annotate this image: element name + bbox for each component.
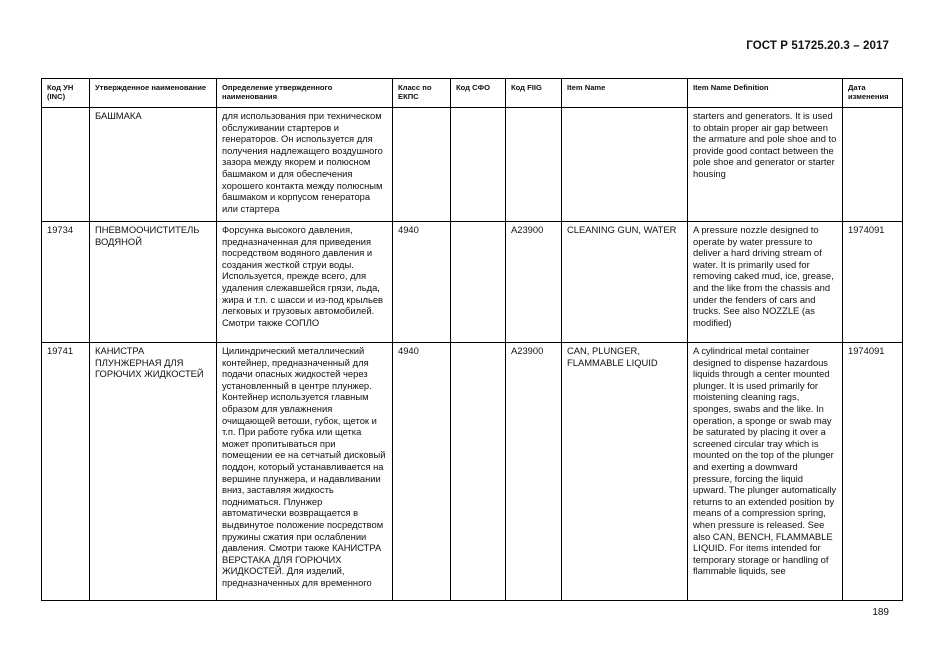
column-header-sfo: Код СФО <box>451 79 506 108</box>
cell-item-name: CLEANING GUN, WATER <box>562 222 688 343</box>
column-header-date: Дата изменения <box>843 79 903 108</box>
page-number: 189 <box>872 607 889 618</box>
cell-name-ru: БАШМАКА <box>90 108 217 222</box>
cell-inc <box>42 108 90 222</box>
cell-item-name: CAN, PLUNGER, FLAMMABLE LIQUID <box>562 343 688 601</box>
column-header-class: Класс по ЕКПС <box>393 79 451 108</box>
table-row <box>42 343 903 601</box>
cell-class: 4940 <box>393 222 451 343</box>
cell-class <box>393 108 451 222</box>
table-row <box>42 108 903 222</box>
cell-fiig: A23900 <box>506 343 562 601</box>
cell-inc: 19734 <box>42 222 90 343</box>
nomenclature-table <box>41 78 903 601</box>
cell-date: 1974091 <box>843 343 903 601</box>
column-header-name-ru: Утвержденное наименование <box>90 79 217 108</box>
cell-definition-ru: Цилиндрический металлический контейнер, предназначенный для подачи опасных жидкостей через установленный в центре плунжер. Контейнер используется главным образом для увлажнения очищающей ветоши, губок, щеток и т.п. При работе губка или щетка может пропитываться при помещении ее на сетчатый дисковый поддон, который устанавливается на вершине плунжера, и надавливании вниз, заставляя жидкость подниматься. Плунжер автоматически возвращается в выдвинутое положение посредством пружины сжатия при ослаблении давления. Смотри также КАНИСТРА ВЕРСТАКА ДЛЯ ГОРЮЧИХ ЖИДКОСТЕЙ. Для изделий, предназначенных для временного <box>217 343 393 601</box>
cell-inc: 19741 <box>42 343 90 601</box>
cell-definition-ru: Форсунка высокого давления, предназначенная для приведения посредством водяного давления и создания жесткой струи воды. Используется, прежде всего, для удаления слежавшейся грязи, льда, жира и т.п. с шасси и из-под крыльев легковых и грузовых автомобилей. Смотри также СОПЛО <box>217 222 393 343</box>
document-id: ГОСТ Р 51725.20.3 – 2017 <box>746 40 889 52</box>
column-header-item-name: Item Name <box>562 79 688 108</box>
cell-name-ru: КАНИСТРА ПЛУНЖЕРНАЯ ДЛЯ ГОРЮЧИХ ЖИДКОСТЕЙ <box>90 343 217 601</box>
cell-sfo <box>451 108 506 222</box>
cell-item-definition: A cylindrical metal container designed to dispense hazardous liquids through a center mounted plunger. It is used primarily for moistening cleaning rags, sponges, swabs and the like. In operation, a sponge or swab may be saturated by placing it over a screened circular tray which is mounted on the top of the plunger and exerting a downward pressure, forcing the liquid upward. The plunger automatically returns to an extended position by means of a compression spring, when pressure is released. See also CAN, BENCH, FLAMMABLE LIQUID. For items intended for temporary storage or handling of flammable liquids, see <box>688 343 843 601</box>
cell-sfo <box>451 222 506 343</box>
table-row <box>42 222 903 343</box>
cell-date <box>843 108 903 222</box>
cell-definition-ru: для использования при техническом обслуживании стартеров и генераторов. Он используется для получения надлежащего воздушного зазора между якорем и полюсном башмаком и для обеспечения хорошего контакта между полюсным башмаком и корпусом генератора или стартера <box>217 108 393 222</box>
cell-name-ru: ПНЕВМООЧИСТИТЕЛЬ ВОДЯНОЙ <box>90 222 217 343</box>
cell-fiig: A23900 <box>506 222 562 343</box>
cell-fiig <box>506 108 562 222</box>
cell-item-definition: A pressure nozzle designed to operate by water pressure to deliver a hard driving stream of water. It is primarily used for removing caked mud, ice, grease, and the like from the chassis and under the fenders of cars and trucks. See also NOZZLE (as modified) <box>688 222 843 343</box>
table-header-row <box>42 79 903 108</box>
column-header-inc: Код УН (INC) <box>42 79 90 108</box>
cell-class: 4940 <box>393 343 451 601</box>
column-header-fiig: Код FIIG <box>506 79 562 108</box>
cell-item-name <box>562 108 688 222</box>
cell-sfo <box>451 343 506 601</box>
column-header-definition-ru: Определение утвержденного наименования <box>217 79 393 108</box>
cell-date: 1974091 <box>843 222 903 343</box>
cell-item-definition: starters and generators. It is used to obtain proper air gap between the armature and pole shoe and to provide good contact between the pole shoe and generator or starter housing <box>688 108 843 222</box>
column-header-item-definition: Item Name Definition <box>688 79 843 108</box>
